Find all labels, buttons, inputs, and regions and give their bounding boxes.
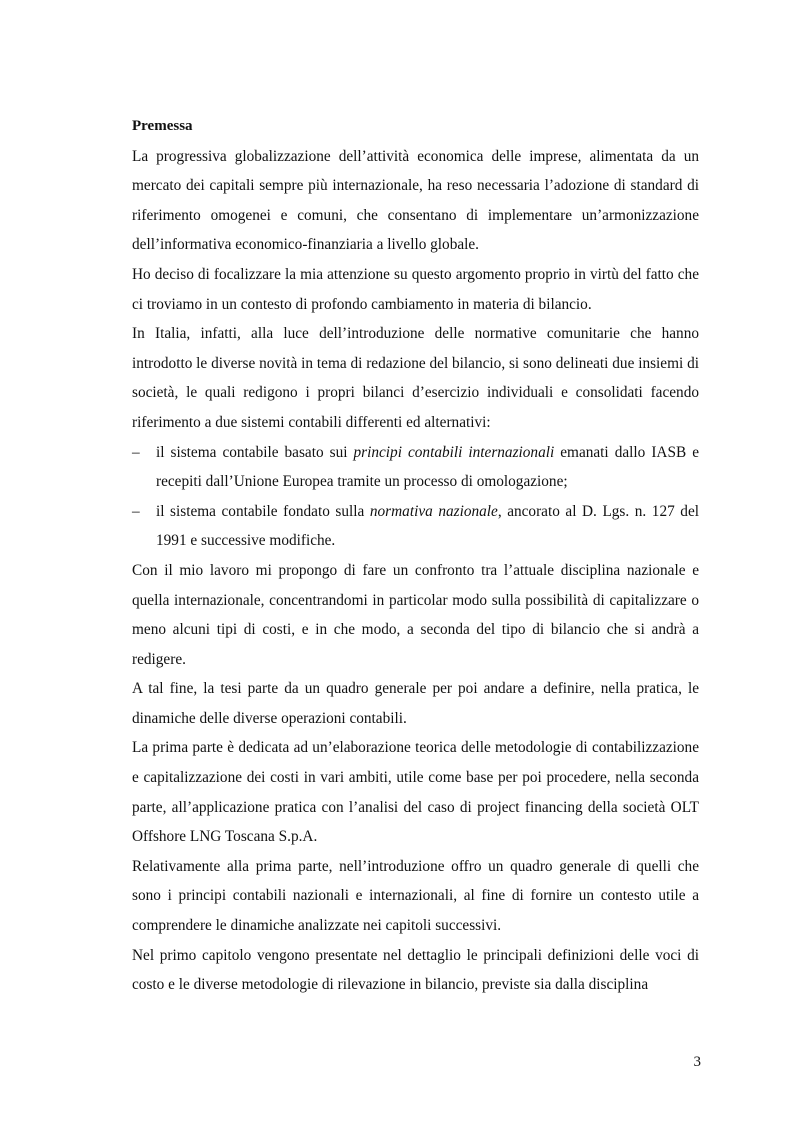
list-item-text: , ancorato al D. Lgs. n. 127 del 1991 e successive modifiche. xyxy=(156,502,699,550)
list-dash: – xyxy=(132,443,140,461)
accounting-systems-list xyxy=(132,438,699,556)
list-item-emphasis: normativa nazionale xyxy=(369,502,498,520)
paragraph-6: La prima parte è dedicata ad un’elaborazione teorica delle metodologie di contabilizzazione e capitalizzazione dei costi in vari ambiti, utile come base per poi procedere, nella seconda parte, all’applicazione pratica con l’analisi del caso di project financing della società OLT Offshore LNG Toscana S.p.A. xyxy=(132,739,699,846)
paragraph-4: Con il mio lavoro mi propongo di fare un confronto tra l’attuale disciplina nazionale e quella internazionale, concentrandomi in particolar modo sulla possibilità di capitalizzare o meno alcuni tipi di costi, e in che modo, a seconda del tipo di bilancio che si andrà a redigere. xyxy=(132,561,699,668)
section-heading: Premessa xyxy=(132,118,193,134)
list-item-text: il sistema contabile basato sui xyxy=(156,443,354,461)
list-item-text: il sistema contabile fondato sulla xyxy=(156,502,370,520)
paragraph-1: La progressiva globalizzazione dell’attività economica delle imprese, alimentata da un mercato dei capitali sempre più internazionale, ha reso necessaria l’adozione di standard di riferimento omogenei e comuni, che consentano di implementare un’armonizzazione dell’informativa economico-finanziaria a livello globale. xyxy=(132,147,699,254)
list-item-national xyxy=(132,497,699,556)
paragraph-2: Ho deciso di focalizzare la mia attenzione su questo argomento proprio in virtù del fatto che ci troviamo in un contesto di profondo cambiamento in materia di bilancio. xyxy=(132,265,699,313)
list-dash: – xyxy=(132,502,140,520)
page-number: 3 xyxy=(693,1054,701,1070)
list-item-emphasis: principi contabili internazionali xyxy=(353,443,555,461)
paragraph-8: Nel primo capitolo vengono presentate nel dettaglio le principali definizioni delle voci di costo e le diverse metodologie di rilevazione in bilancio, previste sia dalla disciplina xyxy=(132,946,699,994)
paragraph-5: A tal fine, la tesi parte da un quadro generale per poi andare a definire, nella pratica, le dinamiche delle diverse operazioni contabili. xyxy=(132,680,699,727)
list-item-text: emanati dallo IASB e recepiti dall’Unione Europea tramite un processo di omologazione; xyxy=(156,443,699,491)
paragraph-7: Relativamente alla prima parte, nell’introduzione offro un quadro generale di quelli che sono i principi contabili nazionali e internazionali, al fine di fornire un contesto utile a comprendere le dinamiche analizzate nei capitoli successivi. xyxy=(132,857,699,935)
page-content xyxy=(132,112,699,1000)
paragraph-3: In Italia, infatti, alla luce dell’introduzione delle normative comunitarie che hanno introdotto le diverse novità in tema di redazione del bilancio, si sono delineati due insiemi di società, le quali redigono i propri bilanci d’esercizio individuali e consolidati facendo riferimento a due sistemi contabili differenti ed alternativi: xyxy=(132,325,699,431)
list-item-international xyxy=(132,438,699,497)
